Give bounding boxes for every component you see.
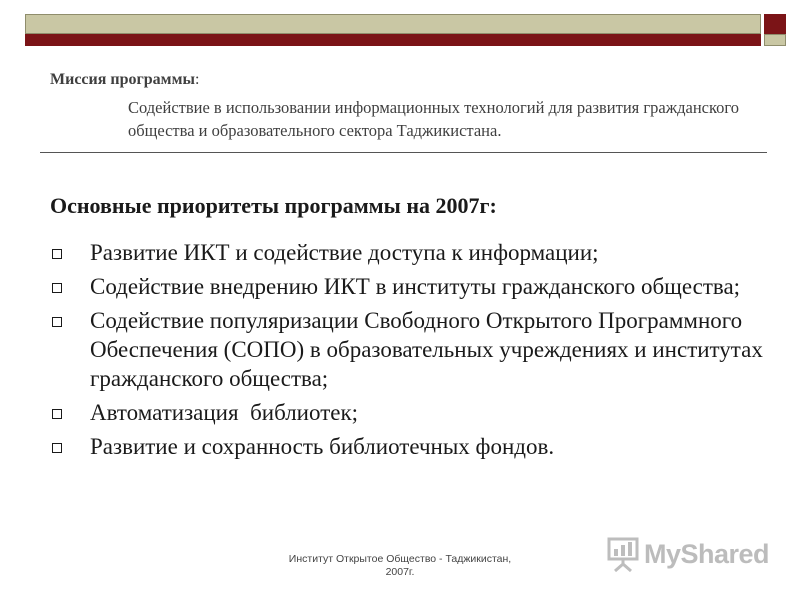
square-bullet-icon xyxy=(52,283,62,293)
header-corner-top xyxy=(764,14,786,34)
priority-item-text: Развитие ИКТ и содействие доступа к информации; xyxy=(90,240,599,265)
footer xyxy=(270,553,530,579)
divider-line xyxy=(40,152,767,153)
priority-item-text: Развитие и сохранность библиотечных фондов. xyxy=(90,434,555,459)
header-band xyxy=(25,14,761,34)
mission-text: Содействие в использовании информационных технологий для развития гражданского общества и образовательного сектора Таджикистана. xyxy=(128,98,740,140)
section-title: Основные приоритеты программы на 2007г: xyxy=(50,193,497,218)
watermark-text: MyShared xyxy=(644,538,770,569)
mission-label-colon: : xyxy=(194,71,200,88)
priority-list xyxy=(48,238,768,466)
watermark xyxy=(606,536,769,572)
priority-item xyxy=(48,432,768,461)
priority-item xyxy=(48,306,768,393)
square-bullet-icon xyxy=(52,409,62,419)
priority-item xyxy=(48,398,768,427)
square-bullet-icon xyxy=(52,443,62,453)
square-bullet-icon xyxy=(52,317,62,327)
header-stripe xyxy=(25,34,761,46)
square-bullet-icon xyxy=(52,249,62,259)
mission-label xyxy=(50,71,199,89)
header-corner-bottom xyxy=(764,34,786,46)
presentation-board-icon xyxy=(606,536,640,572)
footer-line-1: Институт Открытое Общество - Таджикистан, xyxy=(288,553,512,565)
priority-item-text: Содействие популяризации Свободного Открытого Программного Обеспечения (СОПО) в образовательных учреждениях и институтах гражданского общества; xyxy=(90,308,763,391)
mission-label-text: Миссия программы xyxy=(50,71,195,88)
priority-item-text: Автоматизация библиотек; xyxy=(90,400,359,425)
footer-line-2: 2007г. xyxy=(385,566,415,578)
priority-item xyxy=(48,238,768,267)
priority-item xyxy=(48,272,768,301)
priority-item-text: Содействие внедрению ИКТ в институты гражданского общества; xyxy=(90,274,741,299)
